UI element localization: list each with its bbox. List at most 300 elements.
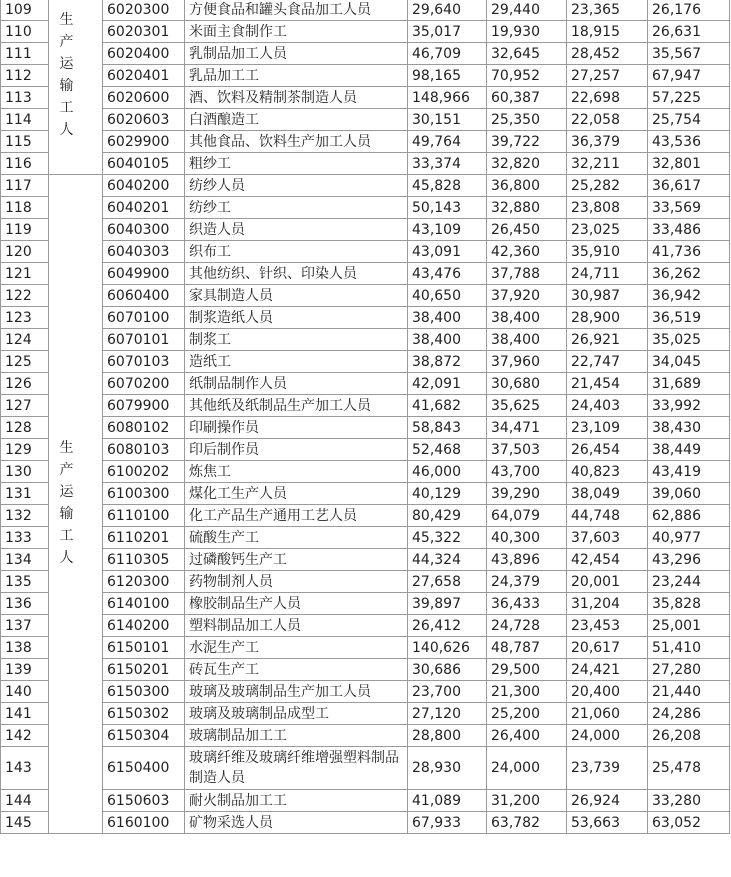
row-number-cell: 136: [1, 593, 49, 615]
value-cell-3: 22,747: [567, 351, 648, 373]
value-cell-1: 46,000: [408, 461, 487, 483]
value-cell-4: 25,478: [648, 747, 730, 790]
occupation-name-cell: 造纸工: [185, 351, 408, 373]
value-cell-3: 26,921: [567, 329, 648, 351]
value-cell-1: 38,400: [408, 307, 487, 329]
value-cell-2: 19,930: [487, 21, 567, 43]
row-number-cell: 138: [1, 637, 49, 659]
occupation-code-cell: 6120300: [103, 571, 185, 593]
row-number-cell: 119: [1, 219, 49, 241]
value-cell-1: 38,872: [408, 351, 487, 373]
occupation-code-cell: 6049900: [103, 263, 185, 285]
row-number-cell: 126: [1, 373, 49, 395]
category-group-cell: [49, 0, 103, 175]
value-cell-4: 24,286: [648, 703, 730, 725]
occupation-code-cell: 6100300: [103, 483, 185, 505]
occupation-code-cell: 6070103: [103, 351, 185, 373]
table-row: [1, 0, 730, 21]
value-cell-2: 70,952: [487, 65, 567, 87]
value-cell-4: 26,176: [648, 0, 730, 21]
value-cell-2: 24,379: [487, 571, 567, 593]
value-cell-1: 35,017: [408, 21, 487, 43]
table-row: [1, 461, 730, 483]
value-cell-4: 62,886: [648, 505, 730, 527]
row-number-cell: 124: [1, 329, 49, 351]
occupation-name-cell: 方便食品和罐头食品加工人员: [185, 0, 408, 21]
occupation-name-cell: 织造人员: [185, 219, 408, 241]
value-cell-1: 38,400: [408, 329, 487, 351]
value-cell-3: 20,400: [567, 681, 648, 703]
occupation-code-cell: 6070101: [103, 329, 185, 351]
value-cell-4: 35,025: [648, 329, 730, 351]
row-number-cell: 134: [1, 549, 49, 571]
occupation-code-cell: 6040201: [103, 197, 185, 219]
occupation-code-cell: 6020400: [103, 43, 185, 65]
value-cell-2: 25,350: [487, 109, 567, 131]
value-cell-2: 26,450: [487, 219, 567, 241]
occupation-name-cell: 制浆工: [185, 329, 408, 351]
occupation-code-cell: 6150400: [103, 747, 185, 790]
occupation-code-cell: 6040300: [103, 219, 185, 241]
value-cell-4: 43,296: [648, 549, 730, 571]
value-cell-3: 42,454: [567, 549, 648, 571]
row-number-cell: 135: [1, 571, 49, 593]
value-cell-4: 35,828: [648, 593, 730, 615]
table-row: [1, 351, 730, 373]
row-number-cell: 118: [1, 197, 49, 219]
occupation-code-cell: 6070100: [103, 307, 185, 329]
occupation-code-cell: 6020401: [103, 65, 185, 87]
occupation-name-cell: 玻璃制品加工工: [185, 725, 408, 747]
value-cell-1: 67,933: [408, 812, 487, 834]
value-cell-2: 24,000: [487, 747, 567, 790]
value-cell-4: 27,280: [648, 659, 730, 681]
value-cell-2: 21,300: [487, 681, 567, 703]
occupation-name-cell: 乳制品加工人员: [185, 43, 408, 65]
value-cell-2: 37,788: [487, 263, 567, 285]
occupation-name-cell: 橡胶制品生产人员: [185, 593, 408, 615]
value-cell-2: 39,722: [487, 131, 567, 153]
occupation-name-cell: 织布工: [185, 241, 408, 263]
value-cell-3: 24,421: [567, 659, 648, 681]
table-row: [1, 131, 730, 153]
row-number-cell: 111: [1, 43, 49, 65]
table-row: [1, 681, 730, 703]
occupation-code-cell: 6060400: [103, 285, 185, 307]
value-cell-2: 32,880: [487, 197, 567, 219]
value-cell-4: 43,536: [648, 131, 730, 153]
value-cell-3: 22,698: [567, 87, 648, 109]
value-cell-1: 43,091: [408, 241, 487, 263]
occupation-code-cell: 6150201: [103, 659, 185, 681]
occupation-code-cell: 6110305: [103, 549, 185, 571]
row-number-cell: 113: [1, 87, 49, 109]
row-number-cell: 117: [1, 175, 49, 197]
value-cell-4: 25,001: [648, 615, 730, 637]
occupation-name-cell: 纸制品制作人员: [185, 373, 408, 395]
value-cell-3: 26,454: [567, 439, 648, 461]
occupation-code-cell: 6150101: [103, 637, 185, 659]
value-cell-3: 28,452: [567, 43, 648, 65]
value-cell-2: 43,896: [487, 549, 567, 571]
table-row: [1, 43, 730, 65]
occupation-name-cell: 砖瓦生产工: [185, 659, 408, 681]
value-cell-3: 25,282: [567, 175, 648, 197]
value-cell-2: 43,700: [487, 461, 567, 483]
row-number-cell: 122: [1, 285, 49, 307]
row-number-cell: 142: [1, 725, 49, 747]
occupation-name-cell: 印后制作员: [185, 439, 408, 461]
occupation-code-cell: 6040105: [103, 153, 185, 175]
occupation-name-cell: 其他纺织、针织、印染人员: [185, 263, 408, 285]
value-cell-1: 28,930: [408, 747, 487, 790]
occupation-code-cell: 6150304: [103, 725, 185, 747]
value-cell-3: 31,204: [567, 593, 648, 615]
row-number-cell: 144: [1, 790, 49, 812]
table-row: [1, 747, 730, 790]
table-row: [1, 549, 730, 571]
value-cell-3: 36,379: [567, 131, 648, 153]
value-cell-1: 41,682: [408, 395, 487, 417]
occupation-name-cell: 矿物采选人员: [185, 812, 408, 834]
occupation-name-cell: 煤化工生产人员: [185, 483, 408, 505]
table-row: [1, 439, 730, 461]
value-cell-4: 26,208: [648, 725, 730, 747]
occupation-code-cell: 6020600: [103, 87, 185, 109]
category-group-cell: [49, 175, 103, 834]
value-cell-3: 40,823: [567, 461, 648, 483]
value-cell-2: 26,400: [487, 725, 567, 747]
value-cell-4: 63,052: [648, 812, 730, 834]
value-cell-4: 51,410: [648, 637, 730, 659]
occupation-code-cell: 6140100: [103, 593, 185, 615]
value-cell-4: 34,045: [648, 351, 730, 373]
table-row: [1, 87, 730, 109]
table-row: [1, 395, 730, 417]
occupation-name-cell: 炼焦工: [185, 461, 408, 483]
row-number-cell: 130: [1, 461, 49, 483]
row-number-cell: 121: [1, 263, 49, 285]
occupation-name-cell: 粗纱工: [185, 153, 408, 175]
value-cell-3: 24,000: [567, 725, 648, 747]
value-cell-1: 42,091: [408, 373, 487, 395]
value-cell-2: 34,471: [487, 417, 567, 439]
value-cell-3: 20,001: [567, 571, 648, 593]
value-cell-3: 21,060: [567, 703, 648, 725]
value-cell-2: 29,440: [487, 0, 567, 21]
row-number-cell: 139: [1, 659, 49, 681]
value-cell-3: 30,987: [567, 285, 648, 307]
value-cell-1: 33,374: [408, 153, 487, 175]
table-row: [1, 241, 730, 263]
row-number-cell: 116: [1, 153, 49, 175]
row-number-cell: 140: [1, 681, 49, 703]
value-cell-1: 43,476: [408, 263, 487, 285]
occupation-name-cell: 其他纸及纸制品生产加工人员: [185, 395, 408, 417]
value-cell-4: 43,419: [648, 461, 730, 483]
row-number-cell: 110: [1, 21, 49, 43]
row-number-cell: 133: [1, 527, 49, 549]
value-cell-1: 148,966: [408, 87, 487, 109]
occupation-name-cell: 印刷操作员: [185, 417, 408, 439]
occupation-name-cell: 其他食品、饮料生产加工人员: [185, 131, 408, 153]
table-row: [1, 21, 730, 43]
occupation-name-cell: 白酒酿造工: [185, 109, 408, 131]
value-cell-3: 23,109: [567, 417, 648, 439]
value-cell-1: 29,640: [408, 0, 487, 21]
value-cell-3: 24,711: [567, 263, 648, 285]
value-cell-2: 35,625: [487, 395, 567, 417]
value-cell-4: 32,801: [648, 153, 730, 175]
occupation-code-cell: 6029900: [103, 131, 185, 153]
value-cell-1: 45,322: [408, 527, 487, 549]
table-row: [1, 417, 730, 439]
value-cell-2: 64,079: [487, 505, 567, 527]
value-cell-3: 37,603: [567, 527, 648, 549]
row-number-cell: 132: [1, 505, 49, 527]
row-number-cell: 127: [1, 395, 49, 417]
table-row: [1, 263, 730, 285]
value-cell-4: 36,519: [648, 307, 730, 329]
occupation-code-cell: 6110100: [103, 505, 185, 527]
value-cell-2: 36,433: [487, 593, 567, 615]
value-cell-3: 27,257: [567, 65, 648, 87]
table-row: [1, 812, 730, 834]
value-cell-1: 23,700: [408, 681, 487, 703]
value-cell-3: 23,453: [567, 615, 648, 637]
value-cell-1: 140,626: [408, 637, 487, 659]
value-cell-4: 38,430: [648, 417, 730, 439]
table-row: [1, 725, 730, 747]
row-number-cell: 123: [1, 307, 49, 329]
value-cell-2: 48,787: [487, 637, 567, 659]
row-number-cell: 141: [1, 703, 49, 725]
table-row: [1, 571, 730, 593]
value-cell-4: 26,631: [648, 21, 730, 43]
value-cell-4: 39,060: [648, 483, 730, 505]
value-cell-3: 24,403: [567, 395, 648, 417]
occupation-name-cell: 纺纱人员: [185, 175, 408, 197]
occupation-code-cell: 6080103: [103, 439, 185, 461]
table-row: [1, 527, 730, 549]
value-cell-1: 27,658: [408, 571, 487, 593]
row-number-cell: 109: [1, 0, 49, 21]
value-cell-3: 53,663: [567, 812, 648, 834]
occupation-name-cell: 家具制造人员: [185, 285, 408, 307]
occupation-code-cell: 6070200: [103, 373, 185, 395]
table-row: [1, 329, 730, 351]
row-number-cell: 131: [1, 483, 49, 505]
row-number-cell: 125: [1, 351, 49, 373]
table-row: [1, 703, 730, 725]
value-cell-2: 63,782: [487, 812, 567, 834]
occupation-name-cell: 纺纱工: [185, 197, 408, 219]
row-number-cell: 137: [1, 615, 49, 637]
value-cell-1: 39,897: [408, 593, 487, 615]
occupation-name-cell: 米面主食制作工: [185, 21, 408, 43]
value-cell-2: 38,400: [487, 329, 567, 351]
value-cell-4: 35,567: [648, 43, 730, 65]
occupation-name-cell: 乳品加工工: [185, 65, 408, 87]
value-cell-3: 28,900: [567, 307, 648, 329]
value-cell-1: 40,129: [408, 483, 487, 505]
value-cell-2: 37,503: [487, 439, 567, 461]
occupation-code-cell: 6140200: [103, 615, 185, 637]
value-cell-3: 23,739: [567, 747, 648, 790]
value-cell-4: 67,947: [648, 65, 730, 87]
occupation-name-cell: 玻璃及玻璃制品成型工: [185, 703, 408, 725]
value-cell-2: 32,820: [487, 153, 567, 175]
value-cell-3: 18,915: [567, 21, 648, 43]
value-cell-3: 44,748: [567, 505, 648, 527]
value-cell-1: 98,165: [408, 65, 487, 87]
value-cell-4: 41,736: [648, 241, 730, 263]
table-body: [1, 0, 730, 834]
occupation-name-cell: 过磷酸钙生产工: [185, 549, 408, 571]
value-cell-4: 36,262: [648, 263, 730, 285]
value-cell-4: 40,977: [648, 527, 730, 549]
occupation-name-cell: 耐火制品加工工: [185, 790, 408, 812]
value-cell-3: 23,365: [567, 0, 648, 21]
value-cell-2: 60,387: [487, 87, 567, 109]
value-cell-3: 22,058: [567, 109, 648, 131]
row-number-cell: 145: [1, 812, 49, 834]
occupation-name-cell: 药物制剂人员: [185, 571, 408, 593]
value-cell-3: 35,910: [567, 241, 648, 263]
value-cell-3: 21,454: [567, 373, 648, 395]
table-row: [1, 483, 730, 505]
occupation-code-cell: 6020603: [103, 109, 185, 131]
occupation-code-cell: 6150300: [103, 681, 185, 703]
value-cell-2: 29,500: [487, 659, 567, 681]
value-cell-2: 37,960: [487, 351, 567, 373]
value-cell-4: 21,440: [648, 681, 730, 703]
value-cell-1: 43,109: [408, 219, 487, 241]
table-row: [1, 175, 730, 197]
occupation-code-cell: 6020301: [103, 21, 185, 43]
category-group-label: 生产运输工人: [59, 12, 74, 138]
occupation-code-cell: 6110201: [103, 527, 185, 549]
table-row: [1, 505, 730, 527]
occupation-name-cell: 塑料制品加工人员: [185, 615, 408, 637]
occupation-name-cell: 玻璃及玻璃制品生产加工人员: [185, 681, 408, 703]
value-cell-2: 25,200: [487, 703, 567, 725]
occupation-name-cell: 玻璃纤维及玻璃纤维增强塑料制品制造人员: [185, 747, 408, 790]
occupation-name-cell: 制浆造纸人员: [185, 307, 408, 329]
value-cell-3: 32,211: [567, 153, 648, 175]
occupation-code-cell: 6100202: [103, 461, 185, 483]
value-cell-4: 33,569: [648, 197, 730, 219]
occupation-code-cell: 6080102: [103, 417, 185, 439]
value-cell-4: 23,244: [648, 571, 730, 593]
value-cell-4: 36,942: [648, 285, 730, 307]
value-cell-3: 23,025: [567, 219, 648, 241]
table-row: [1, 65, 730, 87]
value-cell-1: 49,764: [408, 131, 487, 153]
value-cell-4: 33,992: [648, 395, 730, 417]
row-number-cell: 112: [1, 65, 49, 87]
value-cell-4: 33,486: [648, 219, 730, 241]
occupation-code-cell: 6020300: [103, 0, 185, 21]
value-cell-2: 30,680: [487, 373, 567, 395]
occupation-name-cell: 硫酸生产工: [185, 527, 408, 549]
value-cell-4: 57,225: [648, 87, 730, 109]
category-group-label: 生产运输工人: [59, 440, 74, 566]
value-cell-1: 41,089: [408, 790, 487, 812]
table-row: [1, 790, 730, 812]
value-cell-3: 26,924: [567, 790, 648, 812]
occupation-name-cell: 水泥生产工: [185, 637, 408, 659]
occupation-code-cell: 6040303: [103, 241, 185, 263]
occupation-name-cell: 酒、饮料及精制茶制造人员: [185, 87, 408, 109]
value-cell-4: 38,449: [648, 439, 730, 461]
value-cell-2: 24,728: [487, 615, 567, 637]
row-number-cell: 129: [1, 439, 49, 461]
value-cell-4: 36,617: [648, 175, 730, 197]
value-cell-1: 45,828: [408, 175, 487, 197]
row-number-cell: 143: [1, 747, 49, 790]
value-cell-4: 31,689: [648, 373, 730, 395]
row-number-cell: 120: [1, 241, 49, 263]
value-cell-4: 33,280: [648, 790, 730, 812]
value-cell-1: 50,143: [408, 197, 487, 219]
occupation-code-cell: 6150603: [103, 790, 185, 812]
occupation-code-cell: 6150302: [103, 703, 185, 725]
table-row: [1, 659, 730, 681]
value-cell-2: 32,645: [487, 43, 567, 65]
value-cell-2: 42,360: [487, 241, 567, 263]
value-cell-1: 58,843: [408, 417, 487, 439]
value-cell-1: 44,324: [408, 549, 487, 571]
occupation-name-cell: 化工产品生产通用工艺人员: [185, 505, 408, 527]
occupation-code-cell: 6040200: [103, 175, 185, 197]
value-cell-3: 23,808: [567, 197, 648, 219]
value-cell-2: 38,400: [487, 307, 567, 329]
table-row: [1, 109, 730, 131]
value-cell-3: 20,617: [567, 637, 648, 659]
value-cell-2: 39,290: [487, 483, 567, 505]
value-cell-1: 30,686: [408, 659, 487, 681]
value-cell-4: 25,754: [648, 109, 730, 131]
table-row: [1, 615, 730, 637]
value-cell-2: 36,800: [487, 175, 567, 197]
table-row: [1, 307, 730, 329]
value-cell-1: 28,800: [408, 725, 487, 747]
value-cell-1: 80,429: [408, 505, 487, 527]
value-cell-1: 30,151: [408, 109, 487, 131]
value-cell-1: 52,468: [408, 439, 487, 461]
table-row: [1, 593, 730, 615]
value-cell-1: 27,120: [408, 703, 487, 725]
value-cell-2: 40,300: [487, 527, 567, 549]
value-cell-2: 37,920: [487, 285, 567, 307]
occupation-code-cell: 6160100: [103, 812, 185, 834]
value-cell-1: 46,709: [408, 43, 487, 65]
value-cell-1: 40,650: [408, 285, 487, 307]
value-cell-1: 26,412: [408, 615, 487, 637]
table-row: [1, 373, 730, 395]
value-cell-3: 38,049: [567, 483, 648, 505]
row-number-cell: 128: [1, 417, 49, 439]
table-row: [1, 197, 730, 219]
table-row: [1, 153, 730, 175]
occupation-code-cell: 6079900: [103, 395, 185, 417]
value-cell-2: 31,200: [487, 790, 567, 812]
table-row: [1, 637, 730, 659]
row-number-cell: 114: [1, 109, 49, 131]
row-number-cell: 115: [1, 131, 49, 153]
table-row: [1, 285, 730, 307]
